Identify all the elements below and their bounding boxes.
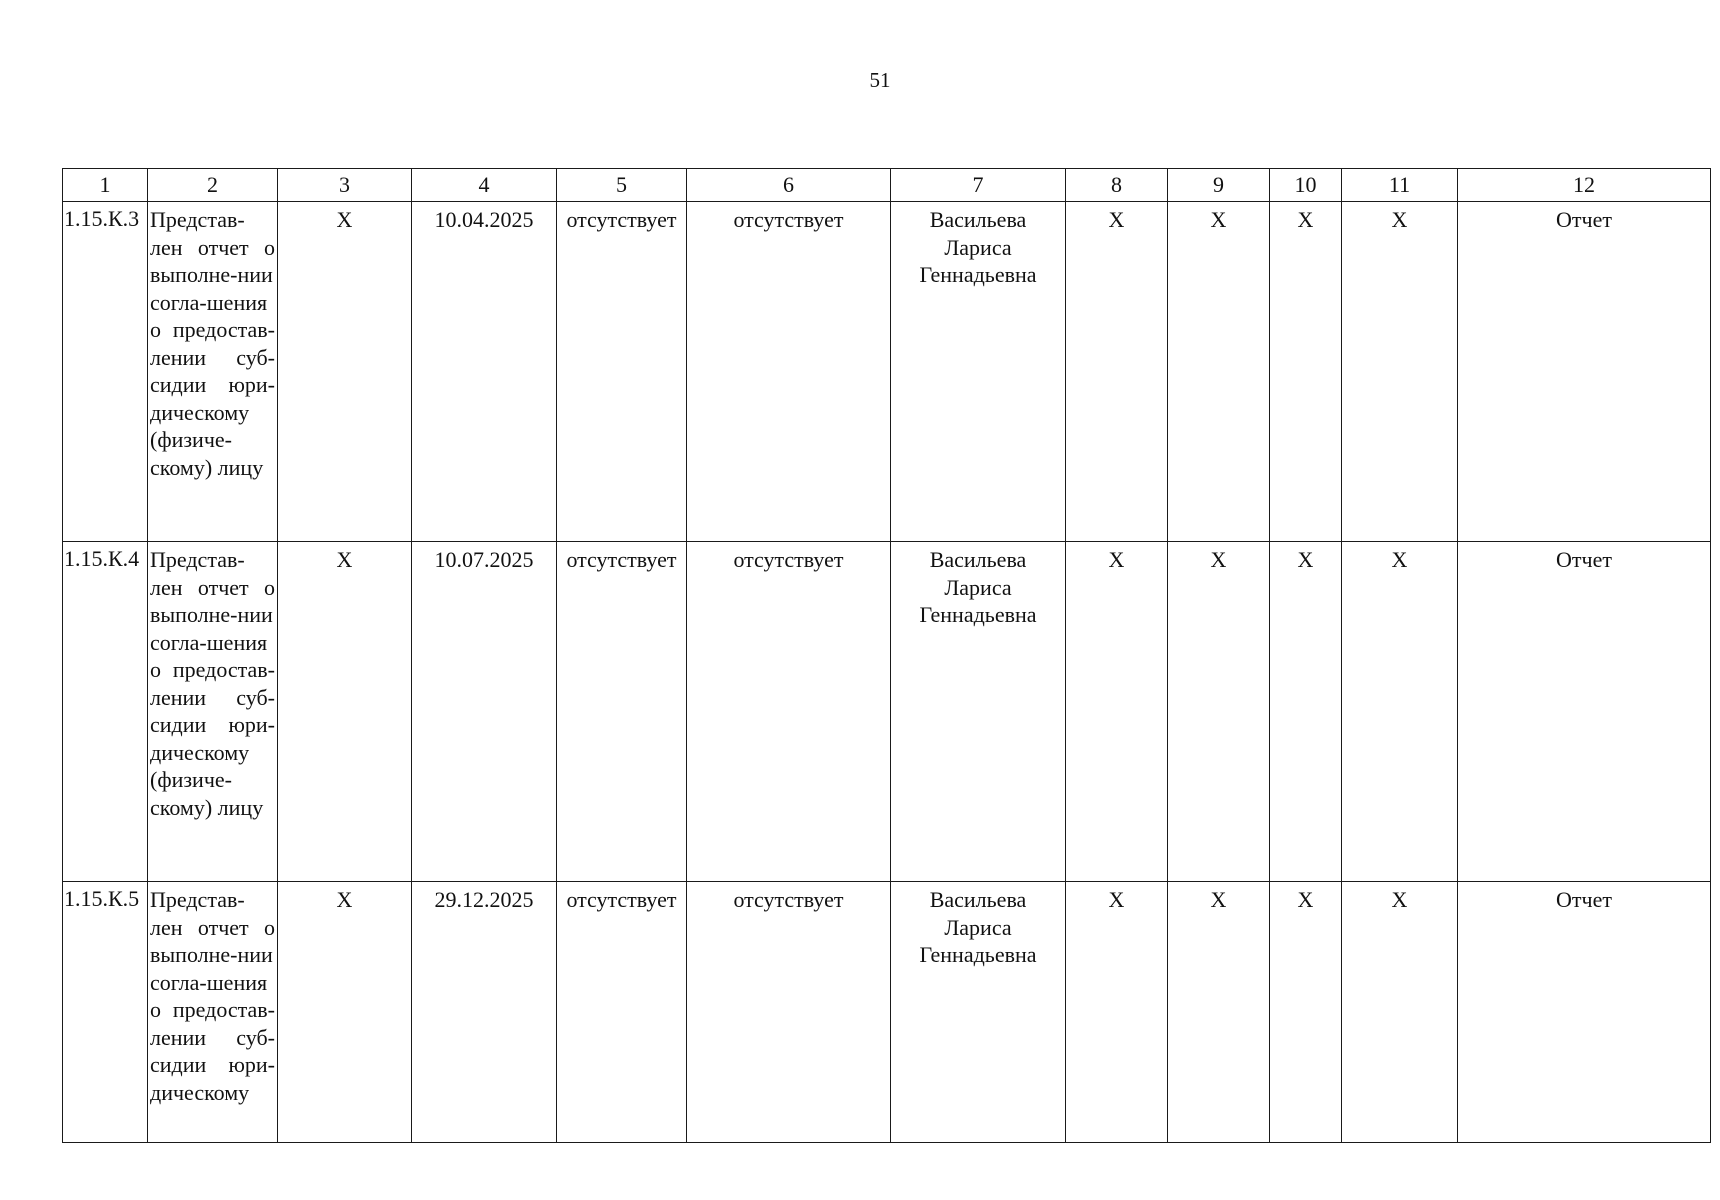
absent-cell: отсутствует (557, 202, 687, 542)
mark-cell: X (278, 542, 412, 882)
mark-cell: X (278, 202, 412, 542)
mark-cell: X (1066, 882, 1168, 1143)
mark-cell: X (1066, 542, 1168, 882)
person-surname: Васильева (929, 887, 1027, 912)
document-type-cell: Отчет (1458, 542, 1711, 882)
mark-cell: X (1168, 882, 1270, 1143)
mark-cell: X (1270, 882, 1342, 1143)
person-name: Лариса (944, 574, 1012, 600)
control-point-description: Представ-лен отчет о выполне-нии согла-шения о предостав-лении суб-сидии юри-дическому (физиче-скому) лицу (148, 542, 278, 882)
responsible-person (891, 542, 1066, 882)
absent-cell: отсутствует (557, 882, 687, 1143)
control-point-code: 1.15.К.3 (63, 202, 148, 542)
person-patronymic: Геннадьевна (919, 942, 1037, 967)
absent-cell: отсутствует (687, 542, 891, 882)
absent-cell: отсутствует (687, 202, 891, 542)
document-type-cell: Отчет (1458, 882, 1711, 1143)
person-patronymic: Геннадьевна (919, 602, 1037, 627)
column-header: 6 (687, 169, 891, 202)
mark-cell: X (1168, 542, 1270, 882)
table-row (63, 882, 1711, 1143)
mark-cell: X (1342, 882, 1458, 1143)
page-number: 51 (869, 68, 891, 92)
mark-cell: X (1270, 542, 1342, 882)
date-cell: 29.12.2025 (412, 882, 557, 1143)
header-row (63, 169, 1711, 202)
mark-cell: X (1270, 202, 1342, 542)
document-type-cell: Отчет (1458, 202, 1711, 542)
date-cell: 10.07.2025 (412, 542, 557, 882)
date-cell: 10.04.2025 (412, 202, 557, 542)
column-header: 9 (1168, 169, 1270, 202)
person-surname: Васильева (929, 547, 1027, 572)
mark-cell: X (1342, 202, 1458, 542)
column-header: 1 (63, 169, 148, 202)
column-header: 10 (1270, 169, 1342, 202)
person-name: Лариса (944, 234, 1012, 260)
responsible-person (891, 882, 1066, 1143)
responsible-person (891, 202, 1066, 542)
column-header: 4 (412, 169, 557, 202)
table-row (63, 542, 1711, 882)
mark-cell: X (1342, 542, 1458, 882)
column-header: 7 (891, 169, 1066, 202)
person-surname: Васильева (929, 207, 1027, 232)
control-point-description: Представ-лен отчет о выполне-нии согла-шения о предостав-лении суб-сидии юри-дическому (физиче-скому) лицу (148, 202, 278, 542)
absent-cell: отсутствует (557, 542, 687, 882)
column-header: 8 (1066, 169, 1168, 202)
mark-cell: X (1168, 202, 1270, 542)
column-header: 3 (278, 169, 412, 202)
control-points-table (62, 168, 1711, 1143)
person-name: Лариса (944, 914, 1012, 940)
mark-cell: X (278, 882, 412, 1143)
absent-cell: отсутствует (687, 882, 891, 1143)
person-patronymic: Геннадьевна (919, 262, 1037, 287)
control-point-description: Представ-лен отчет о выполне-нии согла-шения о предостав-лении суб-сидии юри-дическому (148, 882, 278, 1143)
column-header: 5 (557, 169, 687, 202)
table-row (63, 202, 1711, 542)
column-header: 2 (148, 169, 278, 202)
mark-cell: X (1066, 202, 1168, 542)
column-header: 11 (1342, 169, 1458, 202)
control-point-code: 1.15.К.4 (63, 542, 148, 882)
control-point-code: 1.15.К.5 (63, 882, 148, 1143)
column-header: 12 (1458, 169, 1711, 202)
